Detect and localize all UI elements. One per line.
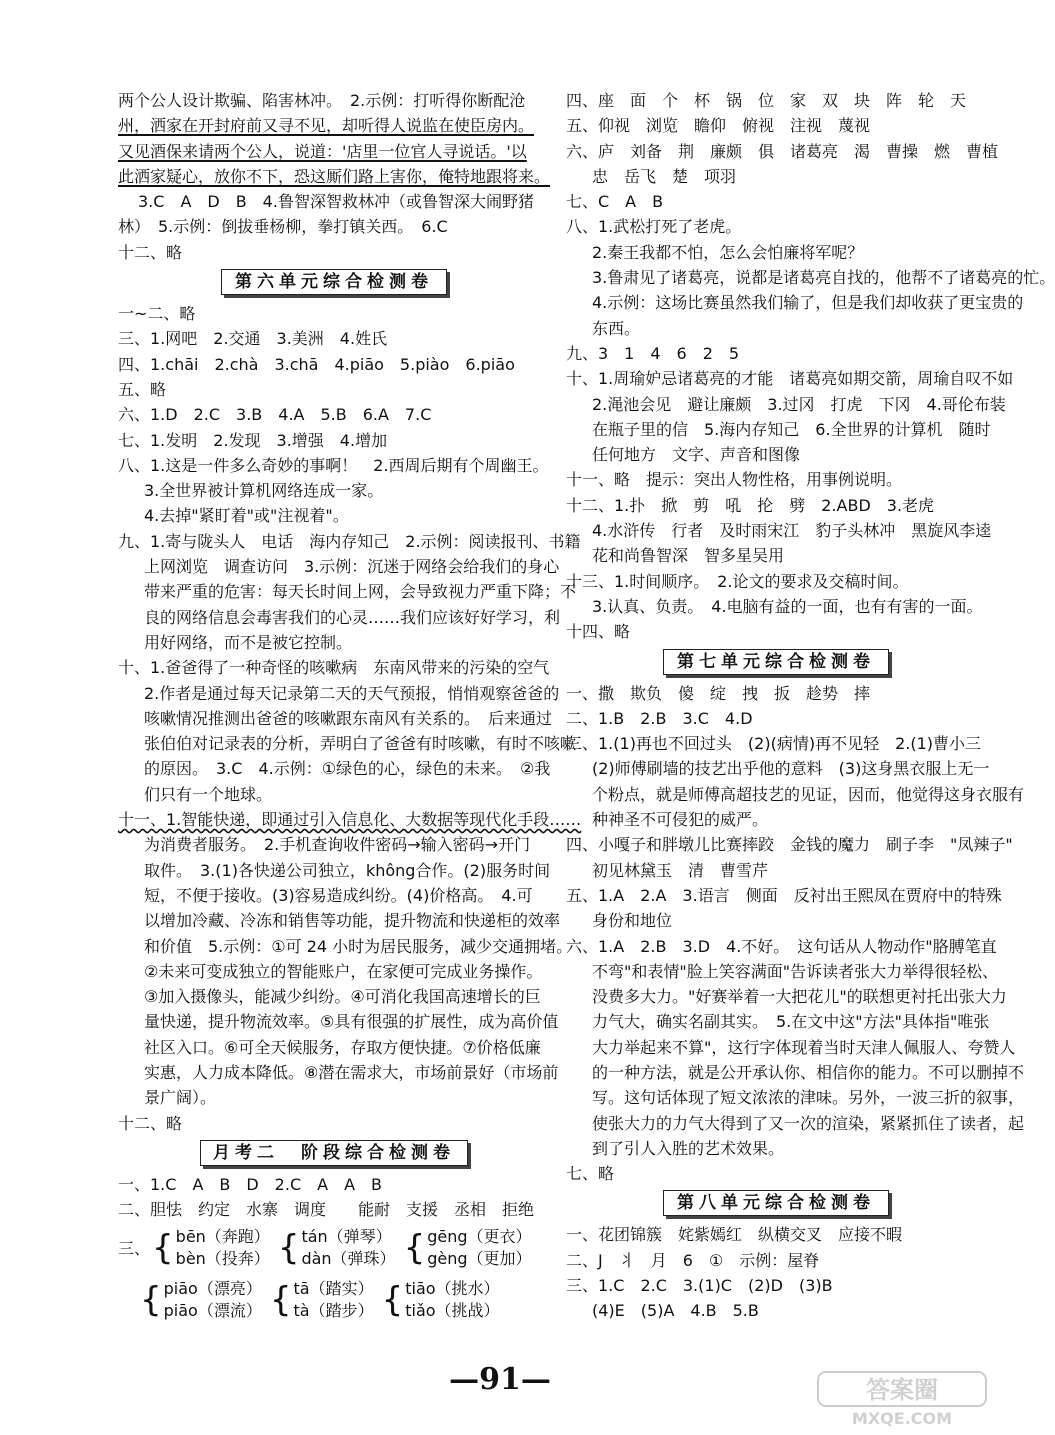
answer-line: 八、1.武松打死了老虎。 [566,217,742,237]
pinyin-row-2 [118,1274,550,1326]
section-heading [118,1140,550,1166]
answer-line: 九、1.寄与陇头人 电话 海内存知己 2.示例：阅读报刊、书籍 [118,531,581,551]
answer-line: 七、略 [566,1164,615,1184]
answer-line: (2)师傅刷墙的技艺出乎他的意料 (3)这身黑衣服上无一 [592,759,990,779]
brace: { [269,1280,292,1321]
answer-line: 2.秦王我都不怕，怎么会怕廉将军呢？ [592,242,864,262]
answer-line: 取件。 3.(1)各快递公司独立，không合作。(2)服务时间 [144,860,551,880]
page-number: —91— [449,1362,551,1397]
answer-line: 又见酒保来请两个公人，说道：'店里一位官人寻说话。'以 [118,141,527,161]
answer-line: 的一种方法，就是公开承认你、相信你的能力。不可以删掉不 [592,1062,1025,1082]
pinyin-item: piāo（漂流） [163,1301,262,1321]
answer-line: 个粉点，就是师傅高超技艺的见证，因而，他觉得这身衣服有 [592,784,1025,804]
section-heading [118,269,550,295]
answer-line: 林） 5.示例：倒拔垂杨柳，拳打镇关西。 6.C [118,217,448,237]
answer-line: 在瓶子里的信 5.海内存知己 6.全世界的计算机 随时 [592,419,991,439]
pinyin-pair [164,1278,262,1322]
answer-line: 六、庐 刘备 荆 廉颇 俱 诸葛亮 渴 曹操 燃 曹植 [566,141,999,161]
answer-line: 4.去掉"紧盯着"或"注视着"。 [144,506,349,526]
answer-line: 六、1.D 2.C 3.B 4.A 5.B 6.A 7.C [118,405,432,425]
pinyin-pair [301,1226,395,1270]
pinyin-row-1 [118,1222,550,1274]
answer-line: 上网浏览 调查访问 3.示例：沉迷于网络会给我们的身心 [144,557,560,577]
answer-line: 五、1.A 2.A 3.语言 侧面 反衬出王熙凤在贾府中的特殊 [566,885,1002,905]
answer-line: 2.作者是通过每天记录第二天的天气预报，悄悄观察爸爸的 [144,683,560,703]
answer-line: 不弯"和表情"脸上笑容满面"告诉读者张大力举得很轻松、 [592,961,999,981]
answer-line: 4.水浒传 行者 及时雨宋江 豹子头林冲 黑旋风李逵 [592,521,992,541]
answer-line: 六、1.A 2.B 3.D 4.不好。 这句话从人物动作"胳膊笔直 [566,936,997,956]
answer-line: 一~二、略 [118,304,196,324]
answer-line: 3.C A D B 4.鲁智深智救林冲（或鲁智深大闹野猪 [138,192,534,212]
section-heading [566,1190,986,1216]
answer-line: 没费多大力。"好赛举着一大把花儿"的联想更衬托出张大力 [592,987,1007,1007]
answer-line: 东西。 [592,318,641,338]
answer-line: (4)E (5)A 4.B 5.B [592,1301,759,1321]
answer-line: 二、1.B 2.B 3.C 4.D [566,708,753,728]
answer-line: 州，洒家在开封府前又寻不见，却听得人说监在使臣房内。 [118,116,535,136]
answer-line: 一、撒 欺负 傻 绽 拽 扳 趁势 摔 [566,683,871,703]
watermark-logo [812,1368,992,1428]
answer-line: 3.鲁肃见了诸葛亮，说都是诸葛亮自找的，他帮不了诸葛亮的忙。 [592,268,1055,288]
answer-line: 2.渑池会见 避让廉颇 3.过冈 打虎 下冈 4.哥伦布装 [592,394,1006,414]
pinyin-item: tán（弹琴） [301,1227,392,1247]
pinyin-pair [405,1278,499,1322]
answer-line: 3.认真、负责。 4.电脑有益的一面，也有有害的一面。 [592,596,983,616]
answer-line: 七、1.发明 2.发现 3.增强 4.增加 [118,430,388,450]
pinyin-item: gèng（更加） [427,1249,532,1269]
answer-line: 短，不便于接收。(3)容易造成纠纷。(4)价格高。 4.可 [144,885,533,905]
heading-monthly-exam-2: 月考二 阶段综合检测卷 [200,1140,468,1166]
answer-line: 十、1.爸爸得了一种奇怪的咳嗽病 东南风带来的污染的空气 [118,658,550,678]
answer-line: 十四、略 [566,622,631,642]
answer-line: 咳嗽情况推测出爸爸的咳嗽跟东南风有关系的。 后来通过 [144,708,553,728]
pinyin-pair [427,1226,531,1270]
right-block-2 [566,681,1025,1187]
watermark-icon [812,1368,992,1428]
answer-line: 社区入口。⑥可全天候服务，存取方便快捷。⑦价格低廉 [144,1037,541,1057]
answer-line: 三、1.(1)再也不回过头 (2)(病情)再不见轻 2.(1)曹小三 [566,734,982,754]
answer-line: 初见林黛玉 清 曹雪芹 [592,860,769,880]
answer-line: 十一、略 提示：突出人物性格，用事例说明。 [566,470,903,490]
answer-line: 力气大，确实名副其实。 5.在文中这"方法"具体指"唯张 [592,1012,990,1032]
svg-text:MXQE.COM: MXQE.COM [851,1409,953,1428]
answer-line: 带来严重的危害：每天长时间上网，会导致视力严重下降；不 [144,582,577,602]
answer-line: 大力举起来不算"，这行字体现着当时天津人佩服人、夸赞人 [592,1037,1016,1057]
heading-unit-7: 第七单元综合检测卷 [663,649,889,675]
right-column [566,88,1055,1324]
answer-line: 一、1.C A B D 2.C A A B [118,1174,382,1194]
answer-line: 的原因。 3.C 4.示例：①绿色的心，绿色的未来。 ②我 [144,759,551,779]
pinyin-item: dàn（弹珠） [301,1249,396,1269]
brace: { [140,1280,162,1321]
answer-line: 一、花团锦簇 姹紫嫣红 纵横交叉 应接不暇 [566,1225,903,1245]
right-block-3 [566,1222,986,1323]
pinyin-pair [176,1226,270,1270]
heading-unit-6: 第六单元综合检测卷 [221,269,447,295]
answer-line: 4.示例：这场比赛虽然我们输了，但是我们却收获了更宝贵的 [592,293,1024,313]
pinyin-item: gēng（更衣） [427,1227,532,1247]
answer-line: 身份和地位 [592,911,673,931]
answer-line: 为消费者服务。 2.手机查询收件密码→输入密码→开门 [144,835,531,855]
answer-line: 任何地方 文字、声音和图像 [592,445,801,465]
pinyin-item: tā（踏实） [293,1279,374,1299]
brace: { [277,1228,300,1269]
pinyin-item: tà（踏步） [293,1301,374,1321]
answer-line: 3.全世界被计算机网络连成一家。 [144,481,384,501]
answer-line: 三、1.C 2.C 3.(1)C (2)D (3)B [566,1276,833,1296]
right-block-1 [566,88,1055,645]
answer-line: 使张大力的力气大得到了又一次的渲染，紧紧抓住了读者，起 [592,1113,1025,1133]
answer-line: 七、C A B [566,192,664,212]
answer-line: 良的网络信息会毒害我们的心灵……我们应该好好学习，利 [144,607,561,627]
pinyin-item: bēn（奔跑） [175,1227,270,1247]
left-block-3 [118,1172,550,1223]
left-block-2 [118,301,582,1136]
answer-line: 八、1.这是一件多么奇妙的事啊！ 2.西周后期有个周幽王。 [118,455,549,475]
left-column [118,88,582,1326]
svg-text:答案圈: 答案圈 [866,1376,938,1404]
answer-line: 五、仰视 浏览 瞻仰 俯视 注视 蔑视 [566,116,871,136]
answer-line: 四、座 面 个 杯 锅 位 家 双 块 阵 轮 天 [566,91,967,110]
brace: { [403,1228,426,1269]
answer-line: 二、J 丬 月 6 ① 示例：屋脊 [566,1250,820,1270]
answer-line: 四、1.chāi 2.chà 3.chā 4.piāo 5.piào 6.piāo [118,354,515,374]
answer-line: 景广阔）。 [144,1088,217,1108]
answer-line: 到了引人入胜的艺术效果。 [592,1138,785,1158]
answer-line: 十、1.周瑜妒忌诸葛亮的才能 诸葛亮如期交箭，周瑜自叹不如 [566,369,1014,389]
answer-line: 十二、略 [118,242,183,262]
brace: { [381,1280,404,1321]
answer-line: 们只有一个地球。 [144,784,273,804]
answer-line: 以增加冷藏、冷冻和销售等功能，提升物流和快递柜的效率 [144,911,561,931]
answer-line: 量快递，提升物流效率。⑤具有很强的扩展性，成为高价值 [144,1012,559,1032]
answer-line: 用好网络，而不是被它控制。 [144,632,353,652]
answer-line: 花和尚鲁智深 智多星吴用 [592,546,785,566]
answer-line: ②未来可变成独立的智能账户，在家便可完成业务操作。 [144,961,543,981]
pinyin-item: piāo（漂亮） [163,1279,262,1299]
left-block-1 [118,88,550,265]
pinyin-pair [293,1278,373,1322]
brace: { [152,1228,174,1269]
answer-line: 五、略 [118,379,167,399]
answer-line: 九、3 1 4 6 2 5 [566,343,740,363]
answer-line: 忠 岳飞 楚 项羽 [592,166,737,186]
answer-line: 两个公人设计欺骗、陷害林冲。 2.示例：打听得你断配沧 [118,91,526,110]
answer-line: 此洒家疑心，放你不下，恐这厮们路上害你，俺特地跟将来。 [118,166,551,186]
answer-line: 种神圣不可侵犯的威严。 [592,810,769,830]
heading-unit-8: 第八单元综合检测卷 [663,1190,889,1216]
answer-line: 二、胆怯 约定 水寨 调度 能耐 支援 丞相 拒绝 [118,1200,535,1220]
answer-line: 十一、1.智能快递，即通过引入信息化、大数据等现代化手段…… [118,810,582,830]
pinyin-prefix: 三、 [118,1238,151,1258]
section-heading [566,649,986,675]
answer-line: 四、小嘎子和胖墩儿比赛摔跤 金钱的魔力 刷子李 "凤辣子" [566,835,1013,855]
answer-line: 十三、1.时间顺序。 2.论文的要求及交稿时间。 [566,571,909,591]
pinyin-item: bèn（投奔） [175,1249,270,1269]
answer-line: 十二、1.扑 掀 剪 吼 抡 劈 2.ABD 3.老虎 [566,495,935,515]
answer-line: 写。这句话体现了短文浓浓的津味。另外，一波三折的叙事， [592,1088,1025,1108]
answer-line: ③加入摄像头，能减少纠纷。④可消化我国高速增长的巨 [144,987,541,1007]
answer-line: 张伯伯对记录表的分析，弄明白了爸爸有时咳嗽，有时不咳嗽 [144,734,577,754]
answer-line: 十二、略 [118,1113,183,1133]
pinyin-item: tiāo（挑水） [405,1279,500,1299]
answer-line: 实惠，人力成本降低。⑧潜在需求大，市场前景好（市场前 [144,1062,559,1082]
answer-line: 和价值 5.示例：①可 24 小时为居民服务，减少交通拥堵。 [144,936,573,956]
answer-line: 三、1.网吧 2.交通 3.美洲 4.姓氏 [118,329,388,349]
pinyin-item: tiǎo（挑战） [405,1301,500,1321]
